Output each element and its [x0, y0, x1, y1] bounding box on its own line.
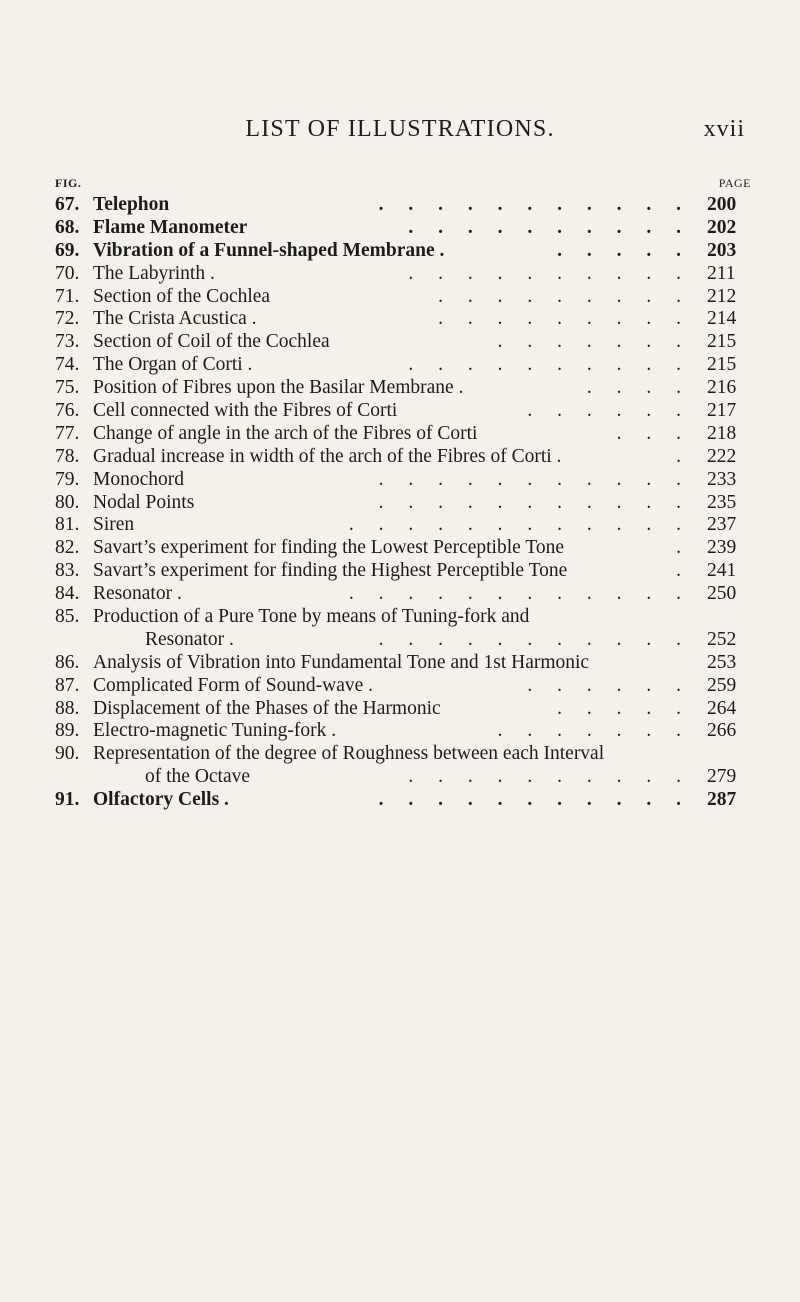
- page-number: 253: [707, 651, 737, 673]
- list-item: [55, 469, 751, 492]
- dot-leader: . . . . . . . . . .: [408, 216, 691, 238]
- dot-leader: . . . . . . . . . . .: [378, 628, 691, 650]
- page-number: 237: [707, 514, 737, 536]
- figure-number: 89.: [55, 720, 80, 742]
- page-number: 215: [707, 331, 737, 353]
- figure-number: 69.: [55, 239, 80, 261]
- list-item: [55, 354, 751, 377]
- column-headings: [55, 176, 751, 194]
- dot-leader: . . . . . . . . . . .: [378, 194, 691, 215]
- page-number: 215: [707, 354, 737, 376]
- figure-caption: Vibration of a Funnel-shaped Membrane .: [93, 239, 445, 261]
- page-number: 239: [707, 537, 737, 559]
- figure-caption: Position of Fibres upon the Basilar Membrane .: [93, 377, 464, 399]
- figure-caption: Monochord: [93, 468, 184, 490]
- list-item: [55, 537, 751, 560]
- list-item: [55, 240, 751, 263]
- figure-number: 71.: [55, 285, 80, 307]
- page-number: 259: [707, 674, 737, 696]
- running-head: [0, 116, 800, 152]
- figure-caption: Displacement of the Phases of the Harmonic: [93, 697, 441, 719]
- figure-caption: Olfactory Cells .: [93, 789, 229, 811]
- figure-number: 67.: [55, 194, 80, 215]
- dot-leader: .: [676, 445, 691, 467]
- page-number: 264: [707, 697, 737, 719]
- page-number: 203: [707, 239, 737, 261]
- page-number: 202: [707, 216, 737, 238]
- page-title: LIST OF ILLUSTRATIONS.: [245, 116, 555, 142]
- dot-leader: . . . . . . . . . . .: [378, 491, 691, 513]
- figure-number: 78.: [55, 445, 80, 467]
- figure-caption: Production of a Pure Tone by means of Tuning-fork and: [93, 606, 530, 628]
- figure-caption: The Crista Acustica .: [93, 308, 257, 330]
- figure-number: 76.: [55, 400, 80, 422]
- figure-caption: Analysis of Vibration into Fundamental Tone and 1st Harmonic: [93, 651, 590, 673]
- list-item: [55, 560, 751, 583]
- dot-leader: . . . . . . . . . . .: [378, 789, 691, 811]
- figure-caption: Complicated Form of Sound-wave .: [93, 674, 373, 696]
- figure-caption: Siren: [93, 514, 135, 536]
- page-number: 211: [707, 262, 736, 284]
- list-item: [55, 675, 751, 698]
- figure-caption: Cell connected with the Fibres of Corti: [93, 400, 398, 422]
- page-number: 217: [707, 400, 737, 422]
- dot-leader: . . .: [616, 422, 691, 444]
- figure-caption: Savart’s experiment for finding the Lowest Perceptible Tone: [93, 537, 565, 559]
- figure-caption: Telephon: [93, 194, 170, 215]
- list-item: [55, 217, 751, 240]
- figure-caption: Section of Coil of the Cochlea: [93, 331, 330, 353]
- dot-leader: . . . .: [586, 377, 691, 399]
- figure-number: 85.: [55, 606, 80, 628]
- figure-caption: The Labyrinth .: [93, 262, 215, 284]
- figure-number: 90.: [55, 743, 80, 765]
- figure-number: 86.: [55, 651, 80, 673]
- figure-number: 75.: [55, 377, 80, 399]
- list-item: [55, 423, 751, 446]
- figure-caption: Change of angle in the arch of the Fibres of Corti: [93, 422, 478, 444]
- page-number: 216: [707, 377, 737, 399]
- dot-leader: . . . . . . . . .: [438, 285, 691, 307]
- page-number: 233: [707, 468, 737, 490]
- page-folio: xvii: [703, 116, 745, 142]
- figure-caption: Representation of the degree of Roughness between each Interval: [93, 743, 605, 765]
- figure-number: 84.: [55, 583, 80, 605]
- figure-number: 81.: [55, 514, 80, 536]
- figure-number: 88.: [55, 697, 80, 719]
- dot-leader: . . . . . . . . . .: [408, 354, 691, 376]
- figure-number: 77.: [55, 422, 80, 444]
- illustrations-list: [55, 194, 751, 812]
- dot-leader: . . . . .: [557, 697, 691, 719]
- figure-number: 87.: [55, 674, 80, 696]
- dot-leader: . . . . . . . . .: [438, 308, 691, 330]
- page-number: 212: [707, 285, 737, 307]
- list-item: [55, 377, 751, 400]
- figure-number: 82.: [55, 537, 80, 559]
- fig-column-heading: FIG.: [55, 176, 82, 190]
- figure-number: 83.: [55, 560, 80, 582]
- page-number: 250: [707, 583, 737, 605]
- dot-leader: . . . . . . . . . . .: [378, 468, 691, 490]
- list-item: [55, 698, 751, 721]
- dot-leader: . . . . . . . . . . . .: [348, 583, 691, 605]
- dot-leader: . . . . . .: [527, 400, 691, 422]
- dot-leader: .: [676, 537, 691, 559]
- page-number: 241: [707, 560, 737, 582]
- figure-caption: Gradual increase in width of the arch of the Fibres of Corti .: [93, 445, 562, 467]
- page-column-heading: PAGE: [718, 176, 751, 190]
- page-number: 218: [707, 422, 737, 444]
- dot-leader: . . . . . . .: [497, 331, 691, 353]
- list-item: [55, 194, 751, 217]
- dot-leader: . . . . .: [557, 239, 691, 261]
- figure-caption: The Organ of Corti .: [93, 354, 253, 376]
- list-item: [55, 743, 751, 766]
- page-number: 279: [707, 766, 737, 788]
- figure-caption: of the Octave: [145, 766, 251, 788]
- dot-leader: .: [676, 560, 691, 582]
- list-item: [55, 606, 751, 629]
- page-number: 222: [707, 445, 737, 467]
- list-item: [55, 331, 751, 354]
- figure-caption: Resonator .: [145, 628, 234, 650]
- dot-leader: . . . . . . . . . . . .: [348, 514, 691, 536]
- list-item: [55, 766, 751, 789]
- figure-number: 74.: [55, 354, 80, 376]
- figure-number: 80.: [55, 491, 80, 513]
- list-item: [55, 400, 751, 423]
- list-item: [55, 263, 751, 286]
- page-number: 235: [707, 491, 737, 513]
- figure-number: 91.: [55, 789, 80, 811]
- list-item: [55, 652, 751, 675]
- figure-caption: Section of the Cochlea: [93, 285, 271, 307]
- page-number: 287: [707, 789, 737, 811]
- list-item: [55, 446, 751, 469]
- page-number: 214: [707, 308, 737, 330]
- list-item: [55, 514, 751, 537]
- figure-caption: Flame Manometer: [93, 216, 248, 238]
- figure-number: 70.: [55, 262, 80, 284]
- dot-leader: . . . . . . . . . .: [408, 766, 691, 788]
- figure-number: 68.: [55, 216, 80, 238]
- figure-caption: Electro-magnetic Tuning-fork .: [93, 720, 337, 742]
- list-item: [55, 629, 751, 652]
- figure-number: 79.: [55, 468, 80, 490]
- figure-number: 73.: [55, 331, 80, 353]
- page-number: 266: [707, 720, 737, 742]
- figure-caption: Savart’s experiment for finding the Highest Perceptible Tone: [93, 560, 568, 582]
- page-number: 200: [707, 194, 737, 215]
- dot-leader: . . . . . . . . . .: [408, 262, 691, 284]
- list-item: [55, 720, 751, 743]
- dot-leader: . . . . . . .: [497, 720, 691, 742]
- list-item: [55, 789, 751, 812]
- figure-caption: Resonator .: [93, 583, 182, 605]
- list-item: [55, 492, 751, 515]
- figure-number: 72.: [55, 308, 80, 330]
- figure-caption: Nodal Points: [93, 491, 195, 513]
- list-item: [55, 286, 751, 309]
- list-item: [55, 308, 751, 331]
- page-number: 252: [707, 628, 737, 650]
- list-item: [55, 583, 751, 606]
- dot-leader: . . . . . .: [527, 674, 691, 696]
